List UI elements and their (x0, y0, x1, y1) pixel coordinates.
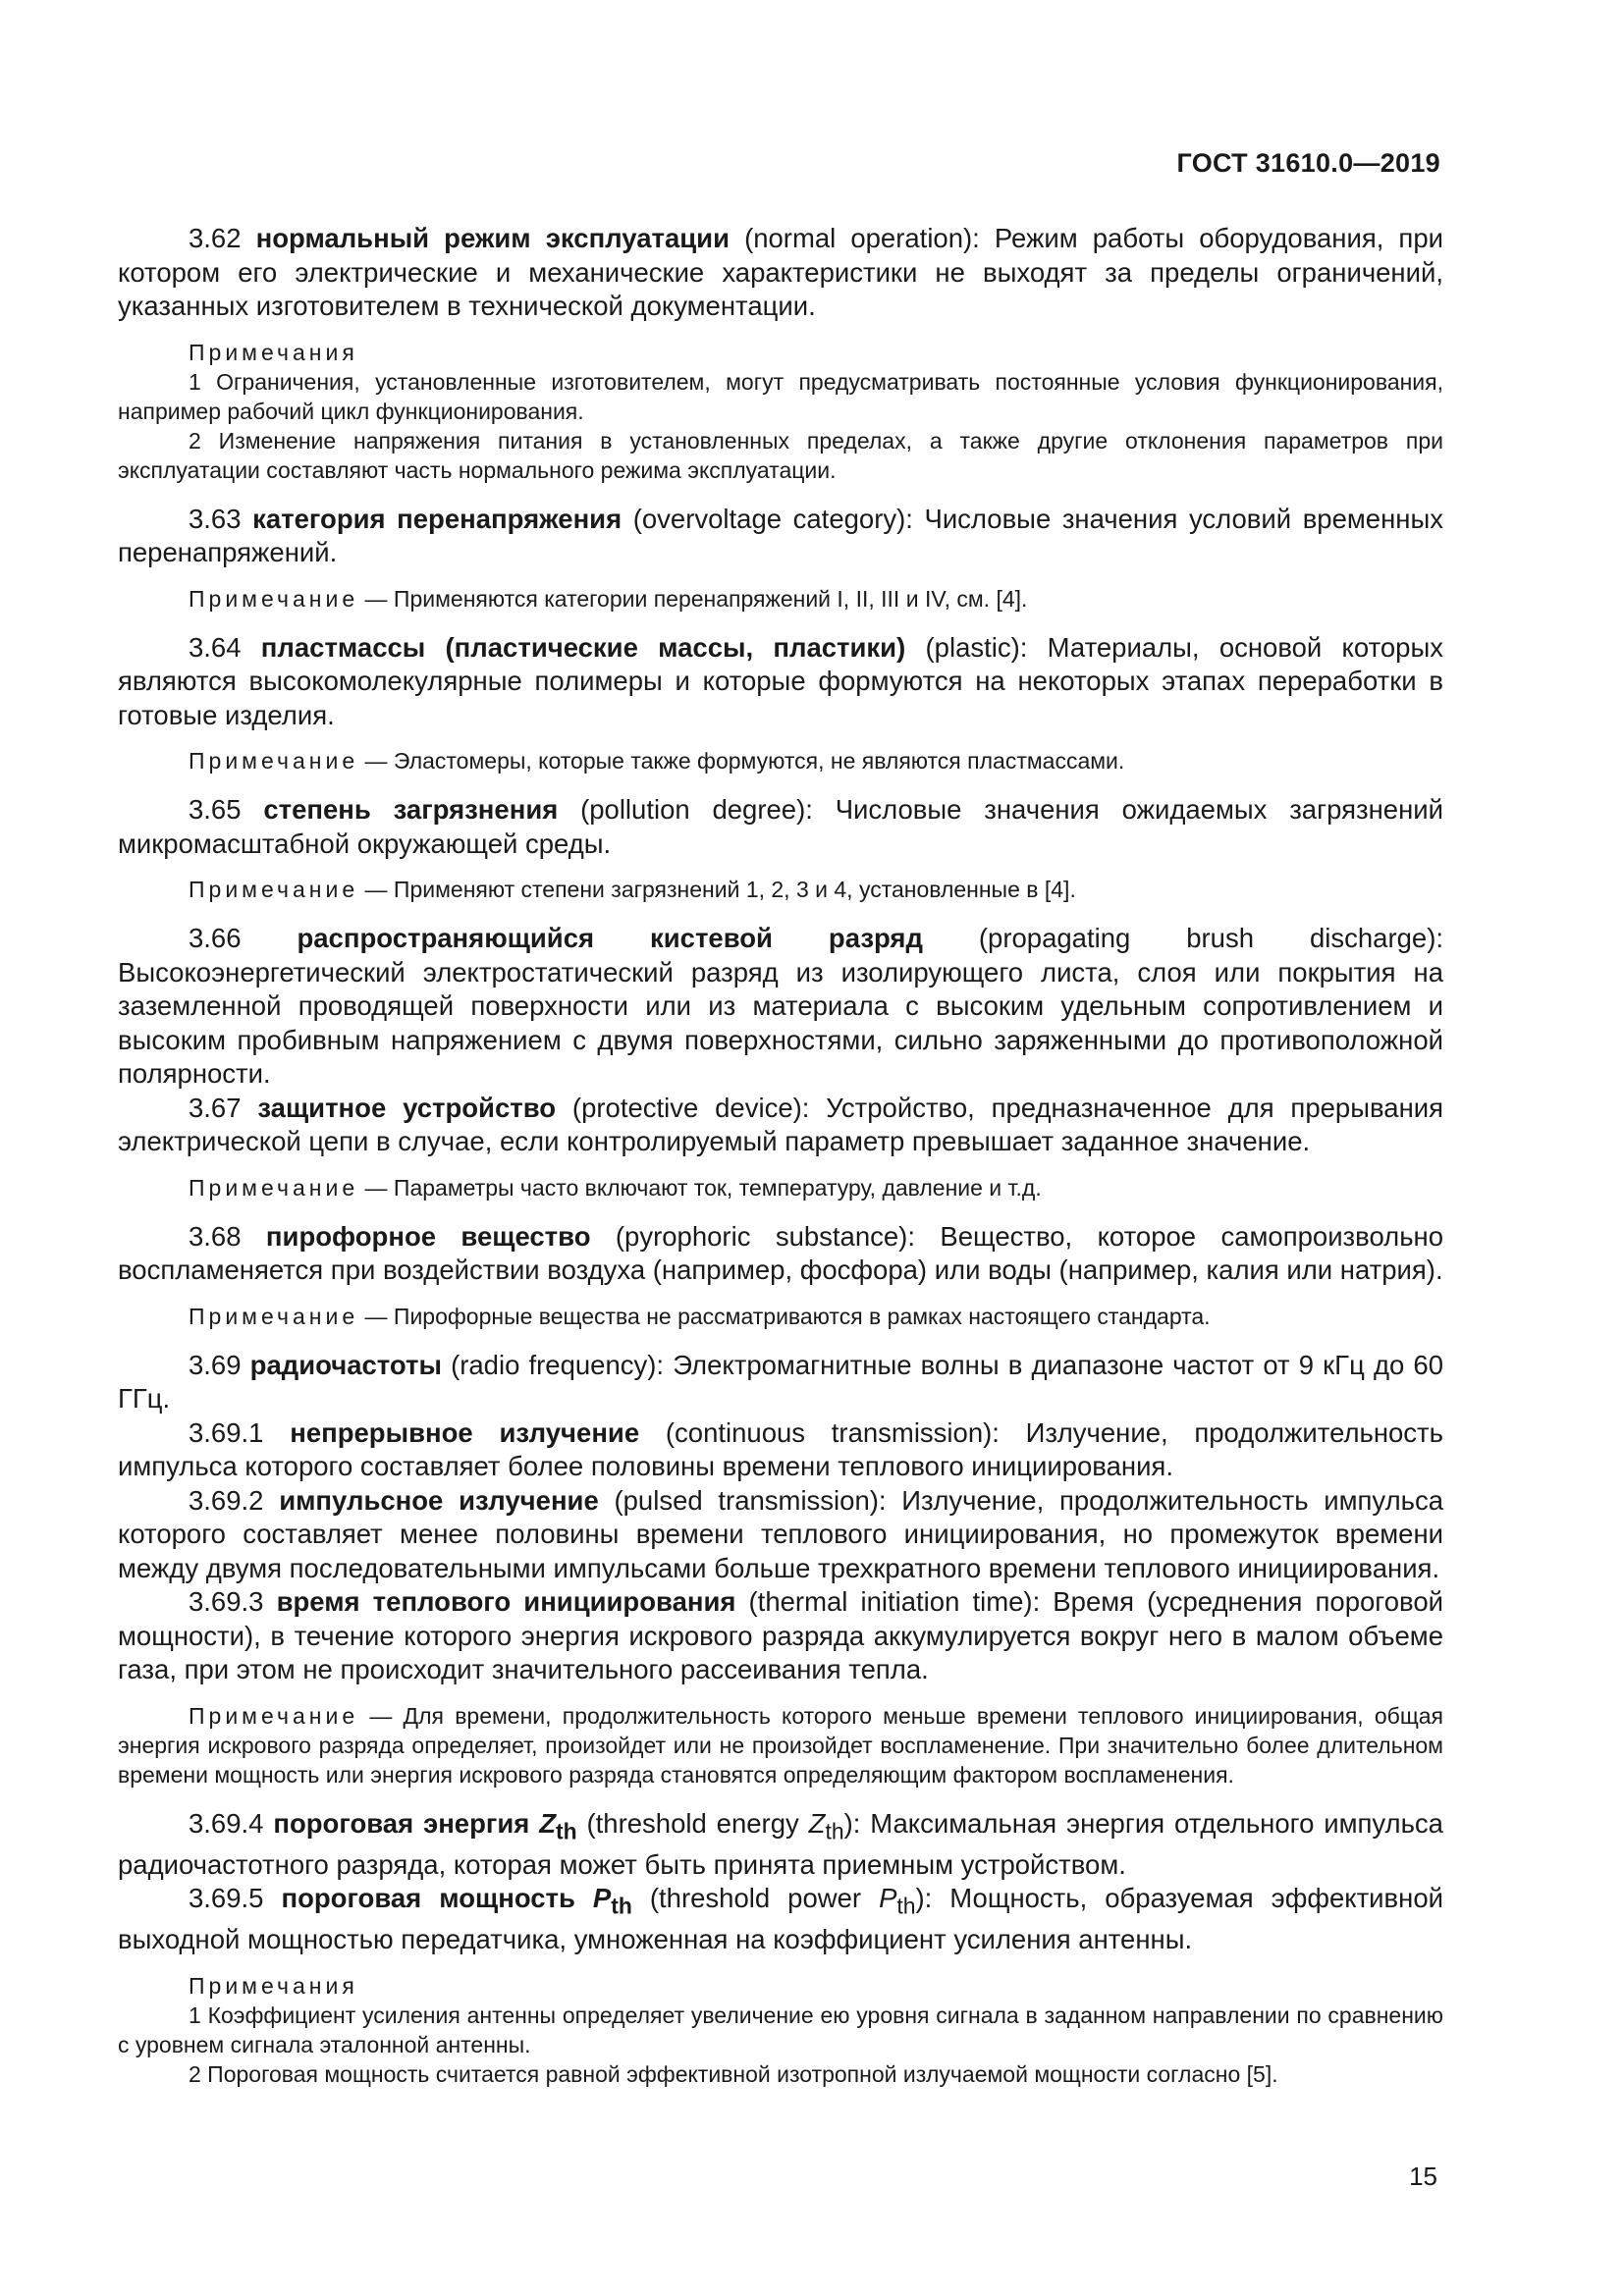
term-number: 3.65 (189, 794, 264, 825)
term-number: 3.63 (189, 503, 253, 534)
term-3-64 (118, 631, 1443, 733)
note-label: Примечание (189, 1174, 359, 1201)
term-3-69-2 (118, 1484, 1443, 1586)
term-definition: ): Максимальная энергия отдельного импульса радиочастотного разряда, которая может быть принята приемным устройством. (118, 1807, 1443, 1880)
term-3-69-4 (118, 1807, 1443, 1883)
symbol: Z (808, 1807, 826, 1839)
note-text: Применяются категории перенапряжений I, II, III и IV, см. [4]. (393, 585, 1028, 612)
term-title: пластмассы (пластические массы, пластики) (260, 631, 906, 663)
term-3-65 (118, 793, 1443, 861)
term-3-66 (118, 922, 1443, 1092)
term-title: защитное устройство (257, 1092, 557, 1123)
note-dash: — (358, 877, 394, 902)
term-number: 3.64 (189, 631, 261, 663)
symbol-subscript: th (611, 1893, 632, 1919)
term-title: пороговая мощность (281, 1883, 593, 1913)
note-label: Примечание (189, 748, 359, 774)
term-number: 3.69.3 (189, 1586, 277, 1617)
term-definition: (normal operation): Режим работы оборудования, при котором его электрические и механические характеристики не выходят за пределы ограничений, указанных изготовителем в технической документации. (118, 223, 1443, 321)
term-number: 3.69.2 (189, 1484, 280, 1516)
notes-heading: Примечания (189, 339, 358, 365)
notes-3-69-5 (118, 1971, 1443, 2089)
term-3-69 (118, 1349, 1443, 1416)
term-definition: (pulsed transmission): Излучение, продолжительность импульса которого составляет менее половины времени теплового инициирования, но промежуток времени между двумя последовательными импульсами больше трехкратного времени теплового инициирования. (118, 1484, 1443, 1583)
note-label: Примечание (189, 585, 359, 612)
term-title: время теплового инициирования (276, 1586, 736, 1617)
term-title: непрерывное излучение (290, 1416, 640, 1448)
symbol-subscript: th (556, 1818, 577, 1843)
symbol: Z (539, 1807, 556, 1839)
term-3-68 (118, 1220, 1443, 1288)
term-definition: (pollution degree): Числовые значения ожидаемых загрязнений микромасштабной окружающей среды. (118, 794, 1443, 859)
note-text: Параметры часто включают ток, температуру, давление и т.д. (393, 1174, 1042, 1201)
term-definition: (protective device): Устройство, предназначенное для прерывания электрической цепи в случае, если контролируемый параметр превышает заданное значение. (118, 1092, 1444, 1156)
term-definition: (thermal initiation time): Время (усреднения пороговой мощности), в течение которого энергия искрового разряда аккумулируется вокруг него в малом объеме газа, при этом не происходит значительного рассеивания тепла. (118, 1586, 1443, 1684)
term-title: импульсное излучение (279, 1484, 599, 1516)
note-3-67 (118, 1173, 1443, 1202)
term-number: 3.62 (189, 223, 256, 253)
note-dash: — (358, 748, 394, 774)
term-3-69-1 (118, 1416, 1443, 1484)
page-content (118, 222, 1443, 2107)
term-number: 3.67 (189, 1092, 258, 1123)
note-dash: — (358, 1303, 394, 1329)
note-dash: — (358, 585, 394, 612)
symbol: P (879, 1883, 897, 1913)
note-3-63 (118, 584, 1443, 614)
term-definition: (overvoltage category): Числовые значения условий временных перенапряжений. (118, 503, 1443, 567)
term-title: радиочастоты (249, 1349, 442, 1380)
note-item: 1 Ограничения, установленные изготовителем, могут предусматривать постоянные условия функционирования, например рабочий цикл функционирования. (118, 368, 1443, 424)
term-definition: ): Мощность, образуемая эффективной выходной мощностью передатчика, умноженная на коэффициент усиления антенны. (118, 1883, 1443, 1954)
note-dash: — (358, 1702, 404, 1729)
page-number: 15 (1409, 2162, 1437, 2191)
symbol-subscript: th (825, 1818, 844, 1843)
note-item: 2 Изменение напряжения питания в установленных пределах, а также другие отклонения параметров при эксплуатации составляют часть нормального режима эксплуатации. (118, 427, 1443, 483)
term-english: (threshold energy (576, 1807, 809, 1839)
note-item: 1 Коэффициент усиления антенны определяет увеличение ею уровня сигнала в заданном направлении по сравнению с уровнем сигнала эталонной антенны. (118, 2002, 1443, 2057)
term-3-62 (118, 222, 1443, 324)
term-3-69-3 (118, 1585, 1443, 1687)
note-text: Для времени, продолжительность которого меньше времени теплового инициирования, общая энергия искрового разряда определяет, произойдет или не произойдет воспламенение. При значительно более длительном времени мощность или энергия искрового разряда становятся определяющим фактором воспламенения. (118, 1702, 1444, 1788)
note-text: Применяют степени загрязнений 1, 2, 3 и 4, установленные в [4]. (393, 877, 1076, 902)
term-number: 3.66 (189, 923, 298, 953)
term-title: категория перенапряжения (252, 503, 623, 534)
term-title: распространяющийся кистевой разряд (297, 923, 923, 953)
notes-3-62 (118, 338, 1443, 485)
note-label: Примечание (189, 1303, 359, 1329)
note-3-69-3 (118, 1701, 1443, 1789)
symbol-subscript: th (896, 1893, 916, 1919)
term-3-69-5 (118, 1882, 1443, 1957)
term-english: (threshold power (631, 1883, 880, 1913)
note-3-68 (118, 1302, 1443, 1331)
term-definition: (continuous transmission): Излучение, продолжительность импульса которого составляет более половины времени теплового инициирования. (118, 1416, 1443, 1481)
term-definition: (pyrophoric substance): Вещество, которое самопроизвольно воспламеняется при воздействии воздуха (например, фосфора) или воды (например, калия или натрия). (118, 1220, 1444, 1285)
term-definition: (plastic): Материалы, основой которых являются высокомолекулярные полимеры и которые формуются на некоторых этапах переработки в готовые изделия. (118, 631, 1443, 730)
note-3-64 (118, 746, 1443, 775)
term-3-63 (118, 503, 1443, 570)
notes-heading: Примечания (189, 1972, 358, 1999)
note-label: Примечание (189, 1702, 359, 1729)
term-number: 3.69.1 (189, 1416, 291, 1448)
note-text: Пирофорные вещества не рассматриваются в рамках настоящего стандарта. (393, 1303, 1211, 1329)
term-number: 3.69.5 (189, 1883, 282, 1913)
note-label: Примечание (189, 877, 359, 902)
note-item: 2 Пороговая мощность считается равной эффективной изотропной излучаемой мощности согласно [5]. (189, 2060, 1278, 2087)
note-dash: — (358, 1174, 394, 1201)
term-definition: (radio frequency): Электромагнитные волны в диапазоне частот от 9 кГц до 60 ГГц. (118, 1349, 1443, 1414)
term-title: пирофорное вещество (265, 1220, 591, 1252)
symbol: P (592, 1883, 612, 1913)
term-number: 3.69.4 (189, 1807, 274, 1839)
term-number: 3.69 (189, 1349, 250, 1380)
term-title: нормальный режим эксплуатации (255, 223, 730, 253)
term-title: пороговая энергия (273, 1807, 540, 1839)
note-3-65 (118, 875, 1443, 904)
document-code: ГОСТ 31610.0—2019 (1176, 148, 1440, 178)
term-title: степень загрязнения (263, 794, 559, 825)
note-text: Эластомеры, которые также формуются, не являются пластмассами. (393, 748, 1125, 774)
term-number: 3.68 (189, 1220, 266, 1252)
term-3-67 (118, 1092, 1443, 1159)
term-definition: (propagating brush discharge): Высокоэнергетический электростатический разряд из изолирующего листа, слоя или покрытия на заземленной проводящей поверхности или из материала с высоким удельным сопротивлением и высоким пробивным напряжением с двумя поверхностями, сильно заряженными до противоположной полярности. (118, 923, 1443, 1089)
